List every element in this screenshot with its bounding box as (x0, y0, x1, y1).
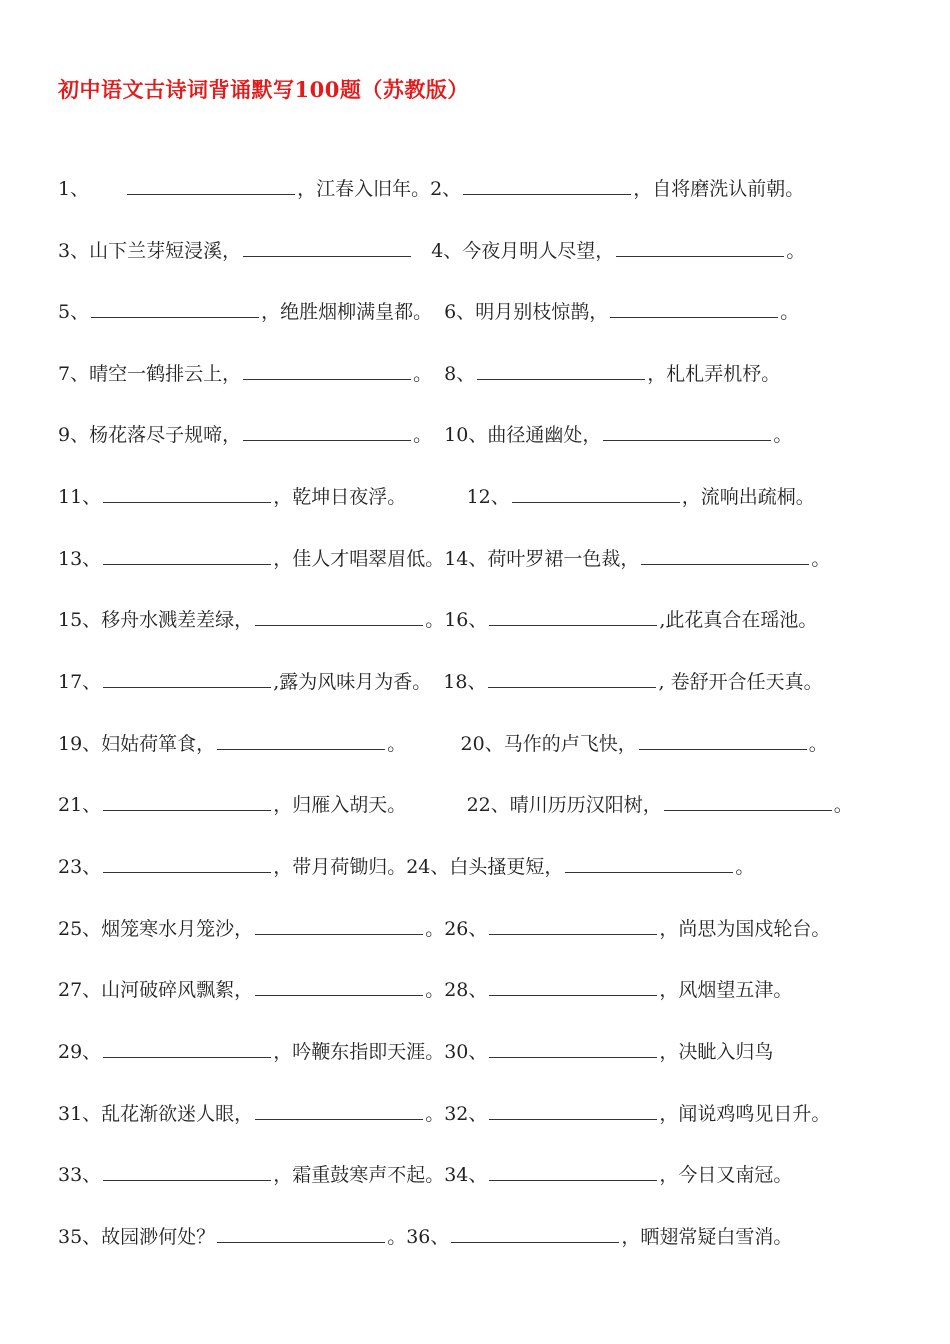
answer-blank[interactable] (488, 671, 656, 688)
question-text: 21、 (58, 794, 102, 816)
question-text: 。 (833, 794, 853, 816)
question-line-2 (58, 238, 805, 264)
question-text: ，自将磨洗认前朝。 (633, 178, 805, 200)
question-text: 。26、 (425, 918, 488, 940)
question-line-14 (58, 977, 792, 1003)
question-text: 17、 (58, 671, 102, 693)
question-text: 7、晴空一鹤排云上， (58, 363, 242, 385)
question-text: 1、 (58, 178, 90, 200)
question-text: 。28、 (425, 979, 488, 1001)
question-text: ，晒翅常疑白雪消。 (621, 1226, 793, 1248)
answer-blank[interactable] (489, 1103, 657, 1120)
question-text: ，尚思为国戍轮台。 (659, 918, 831, 940)
answer-blank[interactable] (512, 486, 680, 503)
question-text: ，江春入旧年。2、 (297, 178, 462, 200)
question-text: 4、今夜月明人尽望， (413, 240, 615, 262)
question-line-8 (58, 607, 817, 633)
question-text: ，归雁入胡天。 22、晴川历历汉阳树， (273, 794, 662, 816)
question-text: ，吟鞭东指即天涯。30、 (273, 1041, 488, 1063)
question-line-5 (58, 422, 792, 448)
question-text: ，带月荷锄归。24、白头搔更短， (273, 856, 564, 878)
answer-blank[interactable] (103, 1041, 271, 1058)
answer-blank[interactable] (103, 548, 271, 565)
question-text: 25、烟笼寒水月笼沙， (58, 918, 254, 940)
question-line-15 (58, 1039, 773, 1065)
question-text: 。 (780, 301, 800, 323)
question-text: 13、 (58, 548, 102, 570)
question-text: 。 (811, 548, 831, 570)
answer-blank[interactable] (243, 363, 411, 380)
question-text: ，流响出疏桐。 (681, 486, 815, 508)
question-text: 3、山下兰芽短浸溪， (58, 240, 242, 262)
question-line-11 (58, 792, 853, 818)
question-line-6 (58, 484, 815, 510)
answer-blank[interactable] (565, 856, 733, 873)
answer-blank[interactable] (255, 1103, 423, 1120)
answer-blank[interactable] (103, 671, 271, 688)
answer-blank[interactable] (463, 178, 631, 195)
answer-blank[interactable] (610, 301, 778, 318)
question-line-3 (58, 299, 799, 325)
question-line-16 (58, 1101, 830, 1127)
question-text: ,露为风味月为香。 18、 (273, 671, 487, 693)
question-text: ，今日又南冠。 (659, 1164, 793, 1186)
answer-blank[interactable] (489, 918, 657, 935)
question-line-12 (58, 854, 754, 880)
question-line-18 (58, 1224, 792, 1250)
question-text: 31、乱花渐欲迷人眼， (58, 1103, 254, 1125)
question-text: , 卷舒开合任天真。 (658, 671, 823, 693)
answer-blank[interactable] (451, 1226, 619, 1243)
question-text: 。16、 (425, 609, 488, 631)
question-line-9 (58, 669, 823, 695)
answer-blank[interactable] (217, 1226, 385, 1243)
question-text: ，闻说鸡鸣见日升。 (659, 1103, 831, 1125)
answer-blank[interactable] (103, 1164, 271, 1181)
question-text: 9、杨花落尽子规啼， (58, 424, 242, 446)
question-text: 23、 (58, 856, 102, 878)
question-text: ，霜重鼓寒声不起。34、 (273, 1164, 488, 1186)
question-text: 27、山河破碎风飘絮， (58, 979, 254, 1001)
answer-blank[interactable] (127, 178, 295, 195)
question-line-10 (58, 731, 828, 757)
question-line-4 (58, 361, 780, 387)
answer-blank[interactable] (489, 979, 657, 996)
question-text: ，札札弄机杼。 (647, 363, 781, 385)
answer-blank[interactable] (217, 733, 385, 750)
question-text: 。36、 (387, 1226, 450, 1248)
answer-blank[interactable] (255, 609, 423, 626)
question-text: 33、 (58, 1164, 102, 1186)
answer-blank[interactable] (243, 240, 411, 257)
question-text: 。 (808, 733, 828, 755)
answer-blank[interactable] (664, 794, 832, 811)
question-line-17 (58, 1162, 792, 1188)
answer-blank[interactable] (91, 301, 259, 318)
question-text: 。 (786, 240, 806, 262)
question-text: ，佳人才唱翠眉低。14、荷叶罗裙一色裁， (273, 548, 640, 570)
question-text: 。 (735, 856, 755, 878)
question-text: 。32、 (425, 1103, 488, 1125)
question-text: 。 8、 (413, 363, 476, 385)
answer-blank[interactable] (489, 609, 657, 626)
answer-blank[interactable] (603, 424, 771, 441)
answer-blank[interactable] (103, 794, 271, 811)
page-title: 初中语文古诗词背诵默写100题（苏教版） (58, 77, 469, 102)
question-text: 。 10、曲径通幽处， (413, 424, 602, 446)
question-text: ，风烟望五津。 (659, 979, 793, 1001)
answer-blank[interactable] (103, 486, 271, 503)
question-text: ，绝胜烟柳满皇都。 6、明月别枝惊鹊， (261, 301, 609, 323)
question-text: ，决眦入归鸟 (659, 1041, 774, 1063)
question-line-1 (58, 176, 804, 202)
question-text: ,此花真合在瑶池。 (659, 609, 818, 631)
question-text: 。 20、马作的卢飞快， (387, 733, 637, 755)
answer-blank[interactable] (477, 363, 645, 380)
question-line-13 (58, 916, 830, 942)
question-text: 19、妇姑荷箪食， (58, 733, 216, 755)
answer-blank[interactable] (255, 918, 423, 935)
answer-blank[interactable] (103, 856, 271, 873)
question-text: 29、 (58, 1041, 102, 1063)
question-text: 15、移舟水溅差差绿， (58, 609, 254, 631)
answer-blank[interactable] (489, 1041, 657, 1058)
question-line-7 (58, 546, 830, 572)
question-text: ，乾坤日夜浮。 12、 (273, 486, 510, 508)
answer-blank[interactable] (255, 979, 423, 996)
answer-blank[interactable] (489, 1164, 657, 1181)
answer-blank[interactable] (639, 733, 807, 750)
answer-blank[interactable] (641, 548, 809, 565)
question-text: 35、故园渺何处？ (58, 1226, 216, 1248)
question-text: 。 (773, 424, 793, 446)
answer-blank[interactable] (616, 240, 784, 257)
answer-blank[interactable] (243, 424, 411, 441)
question-text: 11、 (58, 486, 102, 508)
question-text: 5、 (58, 301, 90, 323)
